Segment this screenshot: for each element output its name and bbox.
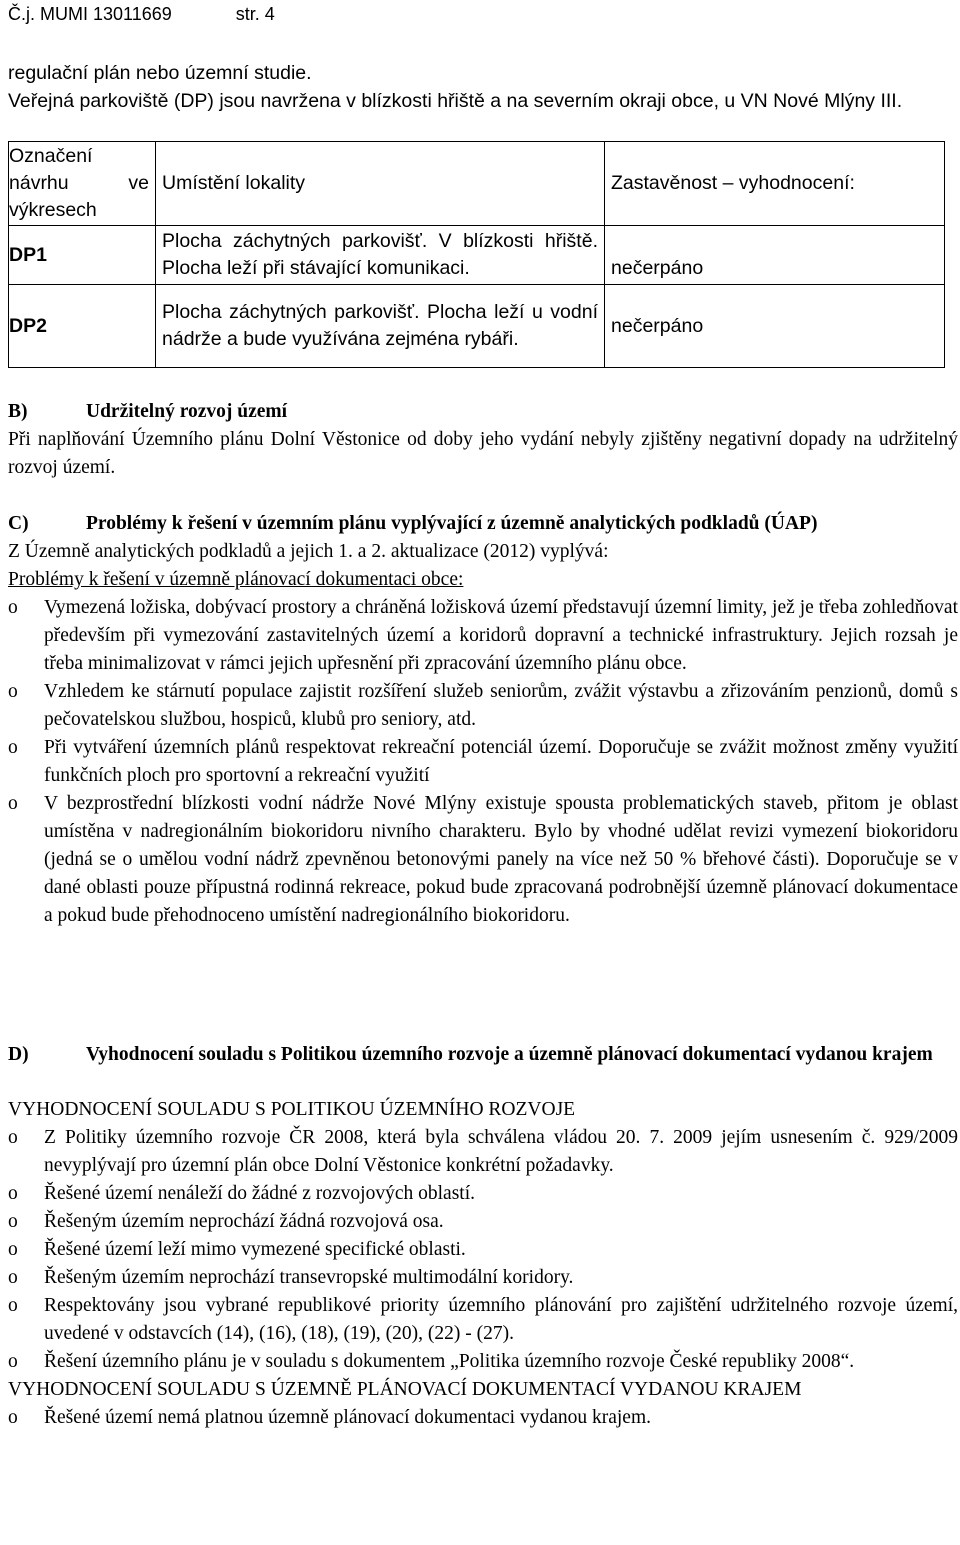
list-item <box>8 1208 958 1236</box>
section-b-title <box>8 398 958 426</box>
header-cell-location: Umístění lokality <box>156 142 605 226</box>
bullet-marker: o <box>8 681 18 702</box>
bullet-marker: o <box>8 1267 18 1288</box>
parking-areas-table <box>8 141 945 368</box>
table-row <box>9 226 945 285</box>
table-header-row <box>9 142 945 226</box>
section-b-text: Při naplňování Územního plánu Dolní Věstonice od doby jeho vydání nebyly zjištěny negativní dopady na udržitelný rozvoj území. <box>8 429 958 478</box>
intro-line-1: regulační plán nebo územní studie. <box>8 62 312 84</box>
list-item-text: Řešení územního plánu je v souladu s dokumentem „Politika územního rozvoje České republiky 2008“. <box>44 1351 855 1372</box>
list-item <box>8 790 958 930</box>
section-c <box>8 510 958 930</box>
section-d-letter: D) <box>8 1044 29 1065</box>
page-number: str. 4 <box>235 4 275 24</box>
bullet-marker: o <box>8 737 18 758</box>
row-location-dp2: Plocha záchytných parkovišť. Plocha leží u vodní nádrže a bude využívána zejména rybáři. <box>156 285 605 368</box>
bullet-marker: o <box>8 1211 18 1232</box>
intro-line-2: Veřejná parkoviště (DP) jsou navržena v blízkosti hřiště a na severním okraji obce, u VN Nové Mlýny III. <box>8 90 903 112</box>
list-item-text: Řešeným územím neprochází transevropské multimodální koridory. <box>44 1267 574 1288</box>
list-item <box>8 1404 958 1432</box>
spacer <box>8 1069 958 1096</box>
section-d-title <box>8 1041 958 1069</box>
list-item <box>8 1236 958 1264</box>
row-status-dp1: nečerpáno <box>605 226 945 285</box>
row-location-dp1: Plocha záchytných parkovišť. V blízkosti hřiště. Plocha leží při stávající komunikaci. <box>156 226 605 285</box>
bullet-marker: o <box>8 1407 18 1428</box>
bullet-marker: o <box>8 1239 18 1260</box>
bullet-marker: o <box>8 1183 18 1204</box>
section-c-title <box>8 510 958 538</box>
list-item-text: V bezprostřední blízkosti vodní nádrže Nové Mlýny existuje spousta problematických staveb, přitom je oblast umístěna v nadregionálním biokoridoru nivního charakteru. Bylo by vhodné udělat revizi vymezení biokoridoru (jedná se o umělou vodní nádrž zpevněnou betonovými panely na více než 50 % břehové části). Doporučuje se v dané oblasti pouze přípustná rodinná rekreace, pokud bude zpracovaná podrobnější územně plánovací dokumentace a pokud bude přehodnoceno umístění nadregionálního biokoridoru. <box>44 793 958 926</box>
bullet-marker: o <box>8 597 18 618</box>
list-item <box>8 734 958 790</box>
bullet-marker: o <box>8 1295 18 1316</box>
header-designation-word-ve: ve <box>128 172 149 194</box>
list-item <box>8 1180 958 1208</box>
section-c-letter: C) <box>8 513 29 534</box>
list-item <box>8 1348 958 1376</box>
header-designation-line-2 <box>9 170 149 197</box>
section-c-problem-list <box>8 594 958 930</box>
section-b-letter: B) <box>8 401 28 422</box>
list-item-text: Řešené území nenáleží do žádné z rozvojových oblastí. <box>44 1183 475 1204</box>
header-designation-line-3: výkresech <box>9 199 97 221</box>
section-c-heading: Problémy k řešení v územním plánu vyplývající z územně analytických podkladů (ÚAP) <box>86 513 818 534</box>
header-cell-status: Zastavěnost – vyhodnocení: <box>605 142 945 226</box>
section-b-heading: Udržitelný rozvoj území <box>86 401 288 422</box>
row-id-dp1: DP1 <box>9 226 156 285</box>
section-c-subheading: Problémy k řešení v územně plánovací dokumentaci obce: <box>8 569 464 590</box>
section-d-heading: Vyhodnocení souladu s Politikou územního rozvoje a územně plánovací dokumentací vydanou krajem <box>86 1044 933 1065</box>
page-header <box>8 4 275 25</box>
list-item-text: Řešené území nemá platnou územně plánovací dokumentaci vydanou krajem. <box>44 1407 651 1428</box>
list-item-text: Řešené území leží mimo vymezené specifické oblasti. <box>44 1239 466 1260</box>
list-item-text: Vymezená ložiska, dobývací prostory a chráněná ložisková území představují územní limity, jež je třeba zohledňovat především při vymezování zastavitelných území a koridorů dopravní a technické infrastruktury. Jejich rozsah je třeba minimalizovat v rámci jejich upřesnění při zpracování územního plánu obce. <box>44 597 958 674</box>
list-item-text: Vzhledem ke stárnutí populace zajistit rozšíření služeb seniorům, zvážit výstavbu a zřizováním penzionů, domů s pečovatelskou službou, hospiců, klubů pro seniory, atd. <box>44 681 958 730</box>
list-item <box>8 1124 958 1180</box>
header-cell-designation <box>9 142 156 226</box>
list-item-text: Respektovány jsou vybrané republikové priority územního plánování pro zajištění udržitelného rozvoje území, uvedené v odstavcích (14), (16), (18), (19), (20), (22) - (27). <box>44 1295 958 1344</box>
section-c-intro: Z Územně analytických podkladů a jejich 1. a 2. aktualizace (2012) vyplývá: <box>8 541 609 562</box>
list-item <box>8 1292 958 1348</box>
section-d-heading-zur: VYHODNOCENÍ SOULADU S ÚZEMNĚ PLÁNOVACÍ DOKUMENTACÍ VYDANOU KRAJEM <box>8 1379 802 1400</box>
section-d <box>8 1041 958 1432</box>
header-designation-line-1: Označení <box>9 145 93 167</box>
list-item-text: Při vytváření územních plánů respektovat rekreační potenciál území. Doporučuje se zvážit možnost změny využití funkčních ploch pro sportovní a rekreační využití <box>44 737 958 786</box>
row-status-dp2: nečerpáno <box>605 285 945 368</box>
table-row <box>9 285 945 368</box>
document-reference: Č.j. MUMI 13011669 <box>8 4 172 24</box>
section-b <box>8 398 958 482</box>
section-d-zur-list <box>8 1404 958 1432</box>
section-d-heading-pur: VYHODNOCENÍ SOULADU S POLITIKOU ÚZEMNÍHO ROZVOJE <box>8 1099 576 1120</box>
header-designation-word-navrhu: návrhu <box>9 172 69 194</box>
bullet-marker: o <box>8 1351 18 1372</box>
intro-paragraph <box>8 59 958 115</box>
list-item-text: Řešeným územím neprochází žádná rozvojová osa. <box>44 1211 444 1232</box>
section-d-pur-list <box>8 1124 958 1376</box>
list-item <box>8 594 958 678</box>
list-item <box>8 1264 958 1292</box>
bullet-marker: o <box>8 1127 18 1148</box>
list-item <box>8 678 958 734</box>
list-item-text: Z Politiky územního rozvoje ČR 2008, která byla schválena vládou 20. 7. 2009 jejím usnesením č. 929/2009 nevyplývají pro územní plán obce Dolní Věstonice konkrétní požadavky. <box>44 1127 958 1176</box>
bullet-marker: o <box>8 793 18 814</box>
row-id-dp2: DP2 <box>9 285 156 368</box>
